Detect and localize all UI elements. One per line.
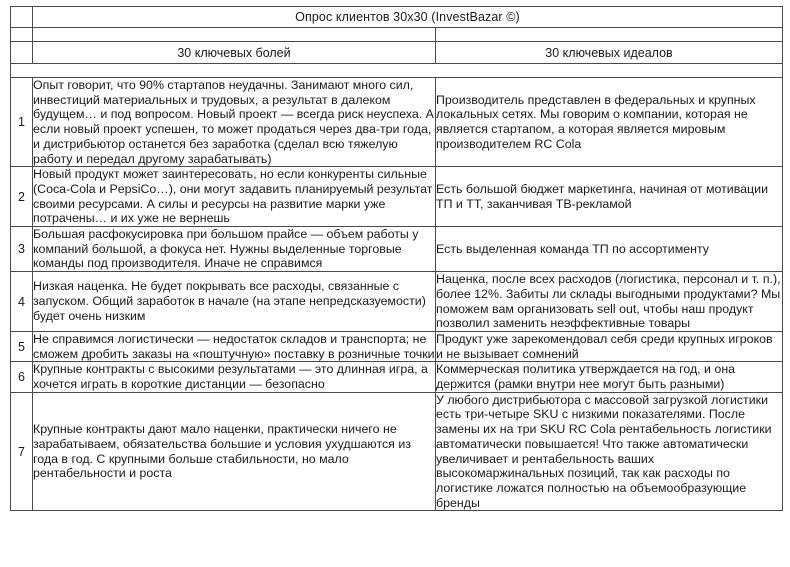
ideal-cell: Есть большой бюджет маркетинга, начиная от мотивации ТП и ТТ, заканчивая ТВ-рекламой [436, 167, 783, 227]
table-row [11, 272, 783, 332]
spacer-number-cell [11, 28, 33, 42]
pain-cell: Не справимся логистически — недостаток складов и транспорта; не сможем дробить заказы на «поштучную» поставку в розничные точки [33, 331, 435, 361]
ideal-cell: Коммерческая политика утверждается на год, и она держится (рамки внутри нее могут быть разными) [436, 362, 783, 392]
row-number: 1 [11, 78, 33, 167]
pain-cell: Опыт говорит, что 90% стартапов неудачны. Занимают много сил, инвестиций материальных и трудовых, а результат в далеком будущем… и под вопросом. Новый проект — всегда риск неуспеха. А если новый проект успешен, то может продаться через два-три года, и дистрибьютор останется без заработка (сделал всю тяжелую работу и передал другому зарабатывать) [33, 78, 434, 166]
pain-cell: Крупные контракты дают мало наценки, практически ничего не зарабатываем, обязательства большие и условия ухудшаются из года в год. С крупными больше стабильности, но мало рентабельности и роста [33, 392, 436, 511]
table-spacer-row-under-header [11, 64, 783, 78]
pain-cell: Новый продукт может заинтересовать, но если конкуренты сильные (Coca-Cola и PepsiCo…), они могут задавить планируемый результат своими ресурсами. А силы и ресурсы на развитие марки уже потрачены… и их уже не вернешь [33, 167, 436, 227]
ideal-cell: У любого дистрибьютора с массовой загрузкой логистики есть три-четыре SKU с низкими показателями. После замены их на три SKU RC Cola рентабельность логистики автоматически повышается! Что также автоматически увеличивает и рентабельность ваших высокомаржинальных позиций, так как расходы по логистике ложатся полностью на объемообразующие бренды [436, 392, 783, 511]
table-title-row [11, 7, 783, 28]
row-number: 5 [11, 331, 33, 361]
ideal-cell: Есть выделенная команда ТП по ассортименту [436, 227, 783, 272]
table-row [11, 167, 783, 227]
table-row [11, 78, 783, 167]
table-spacer-row-top [11, 28, 783, 42]
row-number: 7 [11, 392, 33, 511]
table-header-row [11, 42, 783, 64]
ideal-cell: Продукт уже зарекомендовал себя среди крупных игроков и не вызывает сомнений [436, 331, 783, 361]
table-row [11, 392, 783, 511]
spacer-right-cell [436, 28, 783, 42]
row-number: 3 [11, 227, 33, 272]
column-header-number [11, 42, 33, 64]
pain-cell: Низкая наценка. Не будет покрывать все расходы, связанные с запуском. Общий заработок в начале (на этапе непредсказуемости) будет очень низким [33, 272, 436, 332]
column-header-ideals: 30 ключевых идеалов [436, 42, 783, 64]
ideal-cell: Наценка, после всех расходов (логистика, персонал и т. п.), более 12%. Забиты ли склады выгодными продуктами? Мы поможем вам организовать sell out, чтобы наш продукт позволил заменить неэффективные товары [436, 272, 781, 331]
table-row [11, 227, 783, 272]
table-row [11, 331, 783, 361]
column-header-pains: 30 ключевых болей [33, 42, 436, 64]
row-number: 4 [11, 272, 33, 332]
page-title: Опрос клиентов 30x30 (InvestBazar ©) [33, 7, 783, 28]
row-number: 6 [11, 362, 33, 392]
title-row-number-cell [11, 7, 33, 28]
pain-cell: Крупные контракты с высокими результатами — это длинная игра, а хочется играть в короткие дистанции — безопасно [33, 362, 436, 392]
row-number: 2 [11, 167, 33, 227]
pain-cell: Большая расфокусировка при большом прайсе — объем работы у компаний большой, а фокуса нет. Нужны выделенные торговые команды под производителя. Иначе не справимся [33, 227, 436, 272]
spacer-left-cell [33, 28, 436, 42]
table-row [11, 362, 783, 392]
survey-table [10, 6, 783, 511]
spacer-full-cell [11, 64, 783, 78]
ideal-cell: Производитель представлен в федеральных и крупных локальных сетях. Мы говорим о компании, которая не является стартапом, а которая является мировым производителем RC Cola [436, 78, 783, 167]
